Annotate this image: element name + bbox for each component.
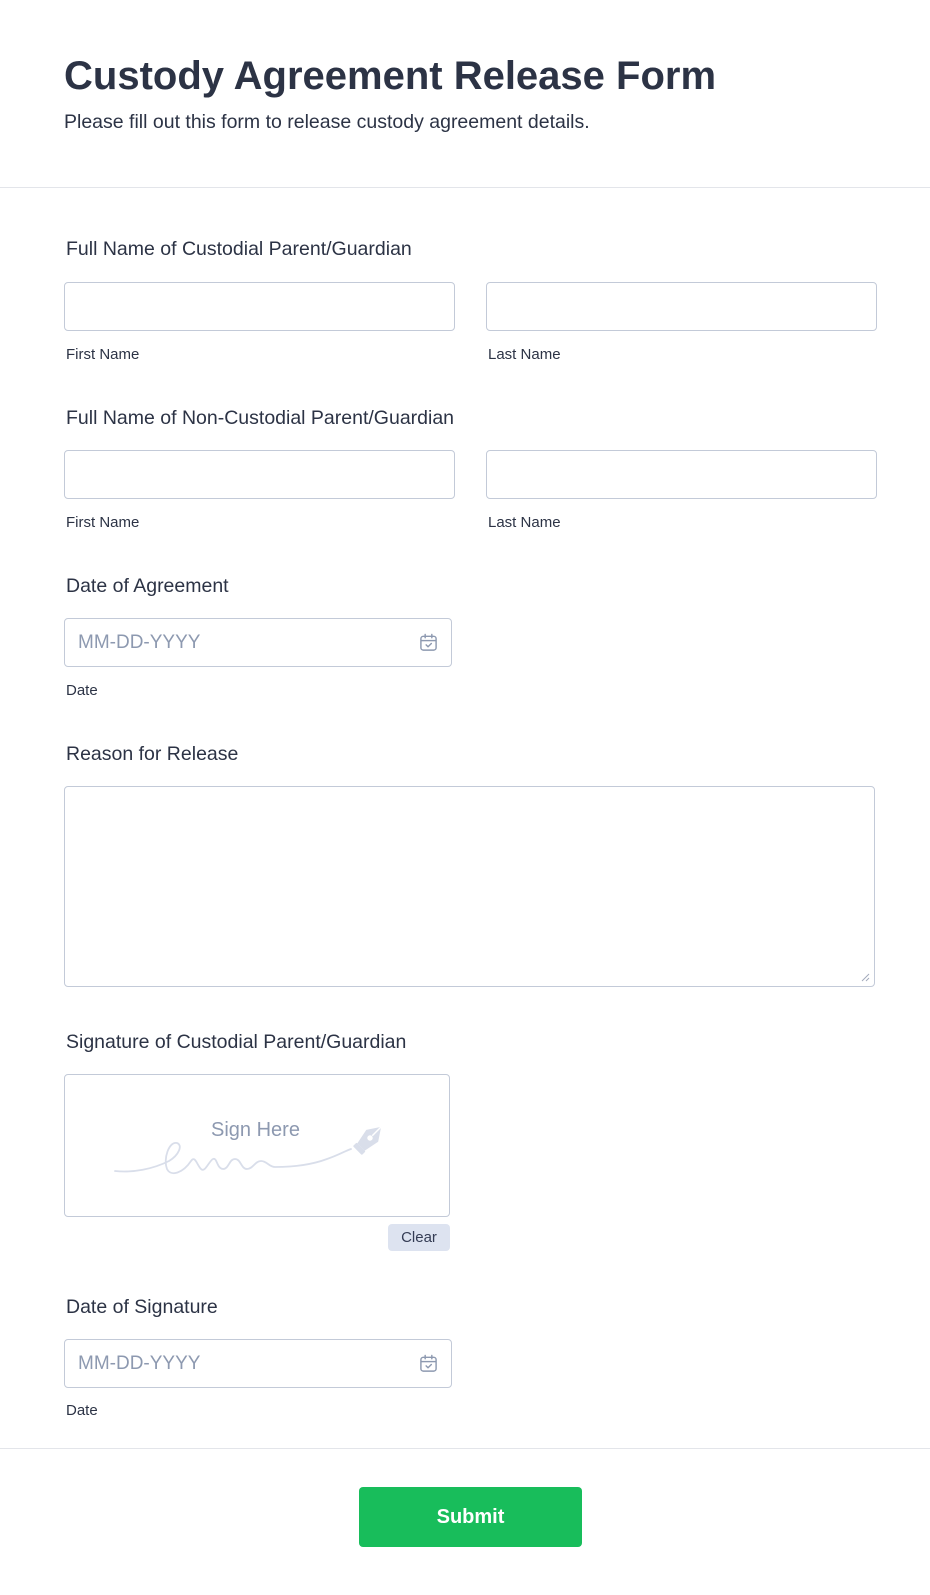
signature-label: Signature of Custodial Parent/Guardian xyxy=(66,1031,407,1053)
custodial-first-name-sublabel: First Name xyxy=(66,346,140,363)
custodial-last-name-input[interactable] xyxy=(486,282,877,331)
agreement-date-field xyxy=(64,618,452,667)
reason-label: Reason for Release xyxy=(66,743,239,765)
reason-textarea[interactable] xyxy=(64,786,875,987)
page-subtitle: Please fill out this form to release custody agreement details. xyxy=(64,111,590,133)
noncustodial-first-name-sublabel: First Name xyxy=(66,514,140,531)
noncustodial-name-label: Full Name of Non-Custodial Parent/Guardian xyxy=(66,407,455,429)
signature-date-input[interactable] xyxy=(65,1340,405,1387)
noncustodial-last-name-sublabel: Last Name xyxy=(488,514,561,531)
signature-pad[interactable] xyxy=(64,1074,450,1217)
signature-date-sublabel: Date xyxy=(66,1402,98,1419)
agreement-date-input[interactable] xyxy=(65,619,405,666)
agreement-date-label: Date of Agreement xyxy=(66,575,229,597)
signature-date-field xyxy=(64,1339,452,1388)
calendar-icon[interactable] xyxy=(419,633,438,652)
noncustodial-last-name-input[interactable] xyxy=(486,450,877,499)
noncustodial-first-name-input[interactable] xyxy=(64,450,455,499)
calendar-icon[interactable] xyxy=(419,1354,438,1373)
resize-grip-icon[interactable] xyxy=(860,972,870,982)
custodial-first-name-input[interactable] xyxy=(64,282,455,331)
form-header xyxy=(0,0,930,188)
signature-date-label: Date of Signature xyxy=(66,1296,218,1318)
page-title: Custody Agreement Release Form xyxy=(64,54,717,98)
clear-signature-button[interactable]: Clear xyxy=(388,1224,450,1251)
sign-here-text: Sign Here xyxy=(211,1119,300,1141)
pen-nib-icon xyxy=(349,1117,391,1159)
custodial-last-name-sublabel: Last Name xyxy=(488,346,561,363)
submit-button[interactable]: Submit xyxy=(359,1487,582,1547)
agreement-date-sublabel: Date xyxy=(66,682,98,699)
footer-divider xyxy=(0,1448,930,1449)
custodial-name-label: Full Name of Custodial Parent/Guardian xyxy=(66,238,412,260)
